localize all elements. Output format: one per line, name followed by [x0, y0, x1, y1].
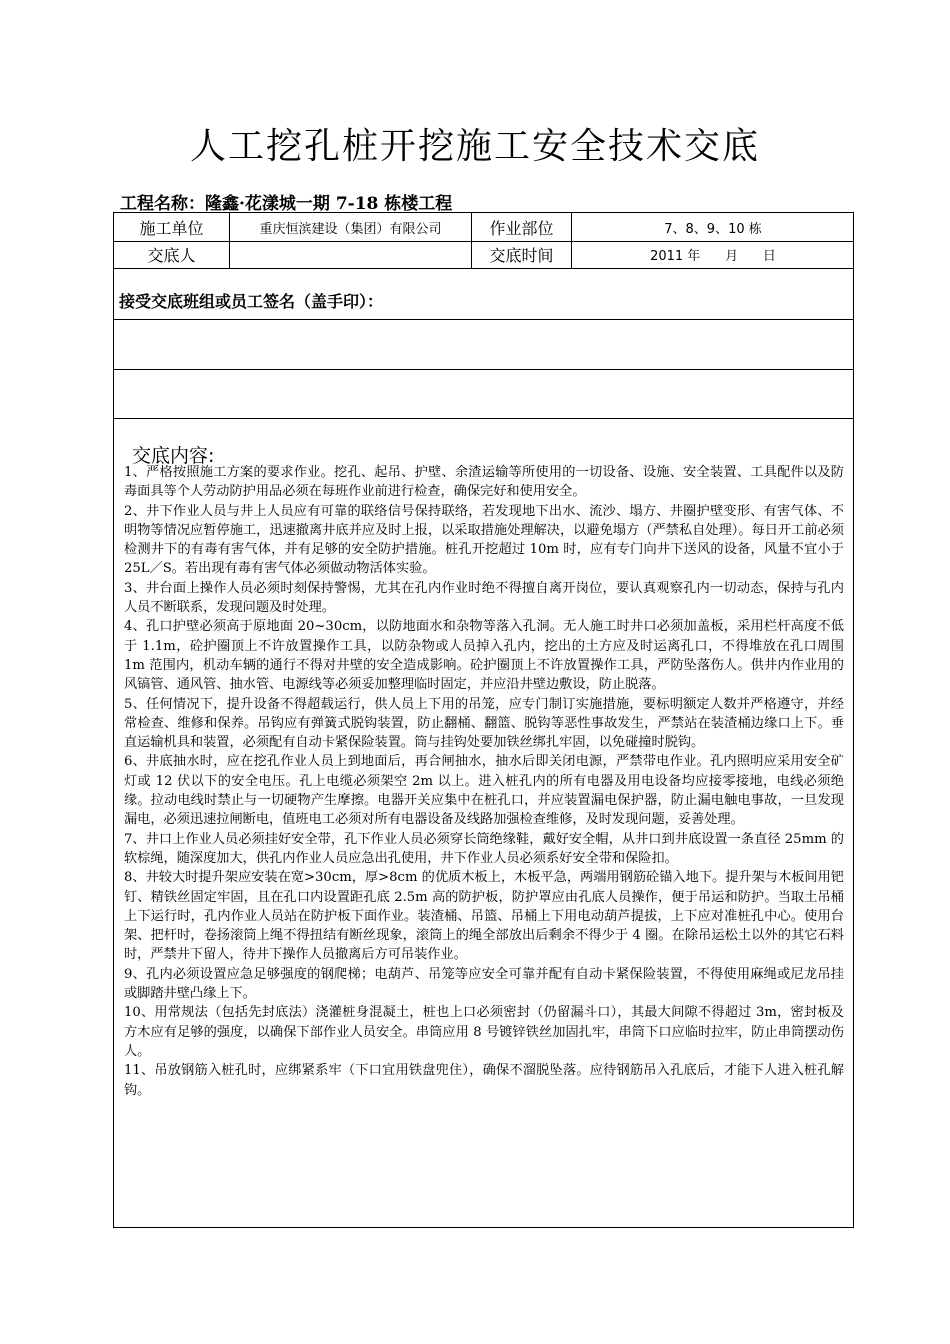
discloser-value — [230, 241, 471, 268]
disclosure-time-value: 2011 年 月 日 — [650, 249, 776, 264]
signature-label: 接受交底班组或员工签名（盖手印）： — [119, 292, 384, 311]
content-item: 3、井台面上操作人员必须时刻保持警惕，尤其在孔内作业时绝不得擅自离开岗位，要认真观察孔内一切动态，保持与孔内人员不断联系，发现问题及时处理。 — [124, 580, 844, 616]
content-body — [124, 463, 844, 1100]
construction-unit-label: 施工单位 — [139, 218, 204, 238]
content-heading: 交底内容: — [132, 445, 215, 467]
disclosure-table — [113, 212, 854, 1228]
content-item: 4、孔口护壁必须高于原地面 20~30cm，以防地面水和杂物等落入孔洞。无人施工时井口必须加盖板，采用栏杆高度不低于 1.1m，砼护圈顶上不许放置操作工具，以防杂物或人员掉入孔内，挖出的土方应及时运离孔口，不得堆放在孔口周围 1m 范围内，机动车辆的通行不得对井壁的安全造成影响。砼护圈顶上不许放置操作工具，严防坠落伤人。供井内作业用的风镐管、通风管、抽水管、电源线等必须妥加整理临时固定，并应沿井壁边敷设，防止脱落。 — [124, 619, 844, 693]
content-item: 9、孔内必须设置应急足够强度的钢爬梯；电葫芦、吊笼等应安全可靠并配有自动卡紧保险装置，不得使用麻绳或尼龙吊挂或脚踏井壁凸缘上下。 — [124, 966, 844, 1002]
content-item: 2、井下作业人员与井上人员应有可靠的联络信号保持联络，若发现地下出水、流沙、塌方、井圈护壁变形、有害气体、不明物等情况应暂停施工，迅速撤离井底并应及时上报，以采取措施处理解决，以避免塌方（严禁私自处理）。每日开工前必须检测井下的有毒有害气体，并有足够的安全防护措施。桩孔开挖超过 10m 时，应有专门向井下送风的设备，风量不宜小于 25L／S。若出现有毒有害气体必须做动物活体实验。 — [124, 503, 844, 577]
content-item: 10、用常规法（包括先封底法）浇灌桩身混凝土，桩也上口必须密封（仍留漏斗口），其最大间隙不得超过 3m，密封板及方木应有足够的强度，以确保下部作业人员安全。串筒应用 8 号镀锌铁丝加固扎牢，串筒下口应临时拉牢，防止串筒摆动伤人。 — [124, 1005, 844, 1059]
page-title: 人工挖孔桩开挖施工安全技术交底 — [189, 126, 760, 167]
work-area-label: 作业部位 — [489, 218, 554, 238]
content-item: 11、吊放钢筋入桩孔时，应绑紧系牢（下口宜用铁盘兜住），确保不溜脱坠落。应待钢筋吊入孔底后，才能下人进入桩孔解钩。 — [124, 1063, 844, 1098]
project-name: 工程名称：隆鑫·花漾城一期 7-18 栋楼工程 — [120, 194, 453, 214]
content-item: 6、井底抽水时，应在挖孔作业人员上到地面后，再合闸抽水，抽水后即关闭电源，严禁带电作业。孔内照明应采用安全矿灯或 12 伏以下的安全电压。孔上电缆必须架空 2m 以上。进入桩孔内的所有电器及用电设备均应接零接地，电线必须绝缘。拉动电线时禁止与一切硬物产生摩擦。电器开关应集中在桩孔口，并应装置漏电保护器，防止漏电触电事故，一旦发现漏电，必须迅速拉闸断电，值班电工必须对所有电器设备及线路加强检查维修，及时发现问题，妥善处理。 — [124, 754, 844, 828]
content-item: 7、井口上作业人员必须挂好安全带，孔下作业人员必须穿长筒绝缘鞋，戴好安全帽，从井口到井底设置一条直径 25mm 的软棕绳，随深度加大，供孔内作业人员应急出孔使用，井下作业人员必须系好安全带和保险扣。 — [124, 831, 844, 866]
content-item: 8、井较大时提升架应安装在宽>30cm，厚>8cm 的优质木板上，木板平急，两端用钢筋砼锚入地下。提升架与木板间用钯钉、精铁丝固定牢固，且在孔口内设置距孔底 2.5m 高的防护板，防护罩应由孔底人员操作，便于吊运和防护。当取土吊桶上下运行时，孔内作业人员站在防护板下面作业。装渣桶、吊篮、吊桶上下用电动葫芦提拔，上下应对准桩孔中心。使用台架、把杆时，卷扬滚筒上绳不得扭结有断丝现象，滚筒上的绳全部放出后剩余不得少于 4 圈。在除吊运松土以外的其它石料时，严禁井下留人，待井下操作人员撤离后方可吊装作业。 — [124, 870, 844, 963]
disclosure-time-label: 交底时间 — [489, 246, 554, 265]
work-area-value: 7、8、9、10 栋 — [664, 221, 762, 237]
discloser-label: 交底人 — [147, 246, 196, 265]
content-item: 5、任何情况下，提升设备不得超载运行，供人员上下用的吊笼，应专门制订实施措施，要标明额定人数并严格遵守，并经常检查、维修和保养。吊钩应有弹簧式脱钩装置，防止翻桶、翻篮、脱钩等恶性事故发生，严禁站在装渣桶边缘口上下。垂直运输机具和装置，必须配有自动卡紧保险装置。筒与挂钩处要加铁丝绑扎牢固，以免碰撞时脱钩。 — [124, 696, 844, 751]
construction-unit-value: 重庆恒滨建设（集团）有限公司 — [259, 221, 442, 237]
content-item: 1、严格按照施工方案的要求作业。挖孔、起吊、护壁、余渣运输等所使用的一切设备、设施、安全装置、工具配件以及防毒面具等个人劳动防护用品必须在每班作业前进行检查，确保完好和使用安全。 — [124, 465, 844, 500]
